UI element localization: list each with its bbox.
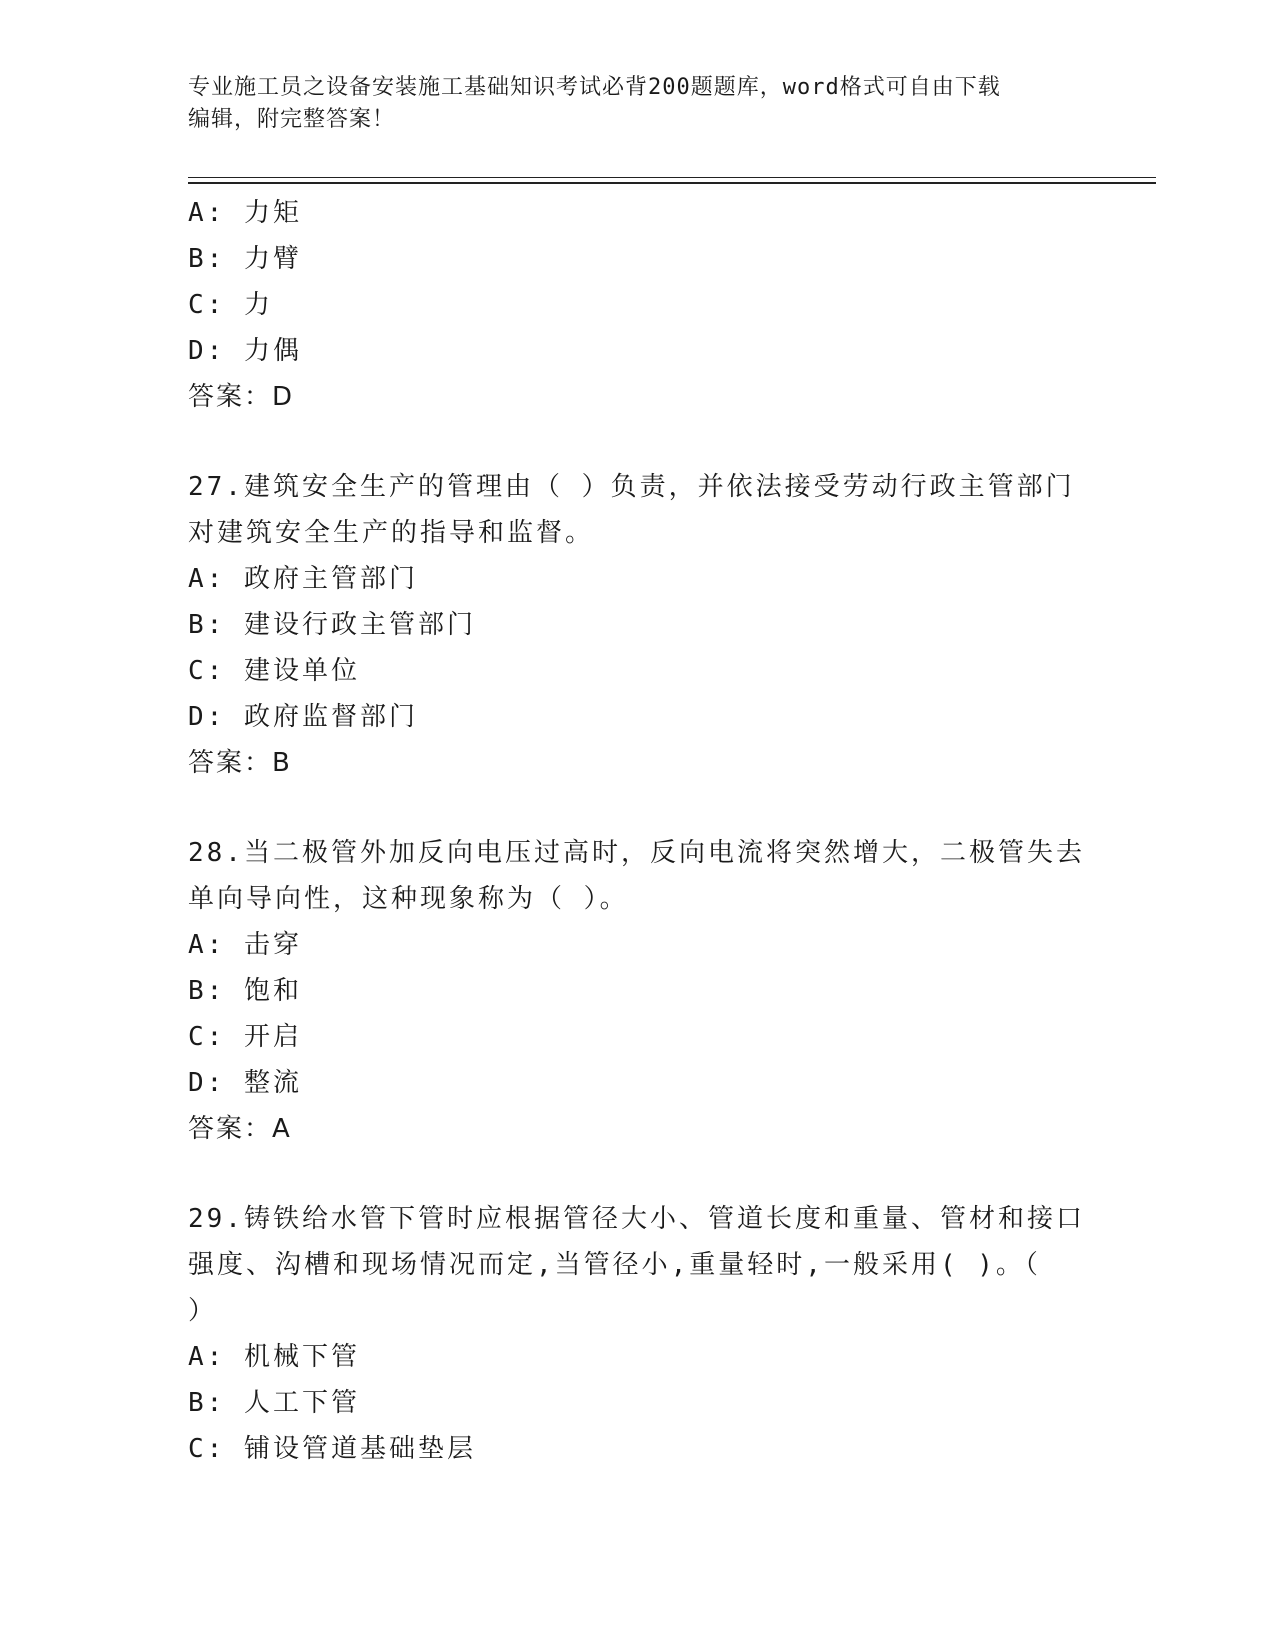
option-a: A: 力矩: [188, 198, 302, 228]
question-26: [188, 190, 1088, 420]
option-b: B: 建设行政主管部门: [188, 610, 476, 640]
question-29: [188, 1196, 1088, 1472]
option-b: B: 饱和: [188, 976, 302, 1006]
answer: 答案：B: [188, 748, 292, 778]
question-28: [188, 830, 1088, 1152]
question-text: 对建筑安全生产的指导和监督。: [188, 518, 595, 548]
header-rule-thick: [188, 182, 1156, 184]
question-text: 强度、沟槽和现场情况而定,当管径小,重量轻时,一般采用( )。（: [188, 1250, 1041, 1280]
option-c: C: 力: [188, 290, 273, 320]
option-a: A: 政府主管部门: [188, 564, 418, 594]
option-c: C: 铺设管道基础垫层: [188, 1434, 476, 1464]
header-line-1: 专业施工员之设备安装施工基础知识考试必背200题题库，word格式可自由下载: [188, 75, 1001, 100]
option-d: D: 整流: [188, 1068, 302, 1098]
question-text: 29.铸铁给水管下管时应根据管径大小、管道长度和重量、管材和接口: [188, 1204, 1085, 1234]
option-d: D: 政府监督部门: [188, 702, 418, 732]
question-text: 28.当二极管外加反向电压过高时，反向电流将突然增大，二极管失去: [188, 838, 1085, 868]
answer: 答案：D: [188, 382, 295, 412]
header-rule-thin: [188, 177, 1156, 178]
document-header: [188, 72, 1068, 136]
question-text: 27.建筑安全生产的管理由（ ）负责，并依法接受劳动行政主管部门: [188, 472, 1075, 502]
option-c: C: 建设单位: [188, 656, 360, 686]
option-a: A: 机械下管: [188, 1342, 360, 1372]
question-text: ）: [188, 1296, 218, 1326]
question-list: [188, 190, 1088, 1472]
question-27: [188, 464, 1088, 786]
option-d: D: 力偶: [188, 336, 302, 366]
option-b: B: 人工下管: [188, 1388, 360, 1418]
option-b: B: 力臂: [188, 244, 302, 274]
answer: 答案：A: [188, 1114, 292, 1144]
option-c: C: 开启: [188, 1022, 302, 1052]
option-a: A: 击穿: [188, 930, 302, 960]
header-line-2: 编辑，附完整答案！: [188, 107, 396, 132]
question-text: 单向导向性，这种现象称为（ ）。: [188, 884, 629, 914]
